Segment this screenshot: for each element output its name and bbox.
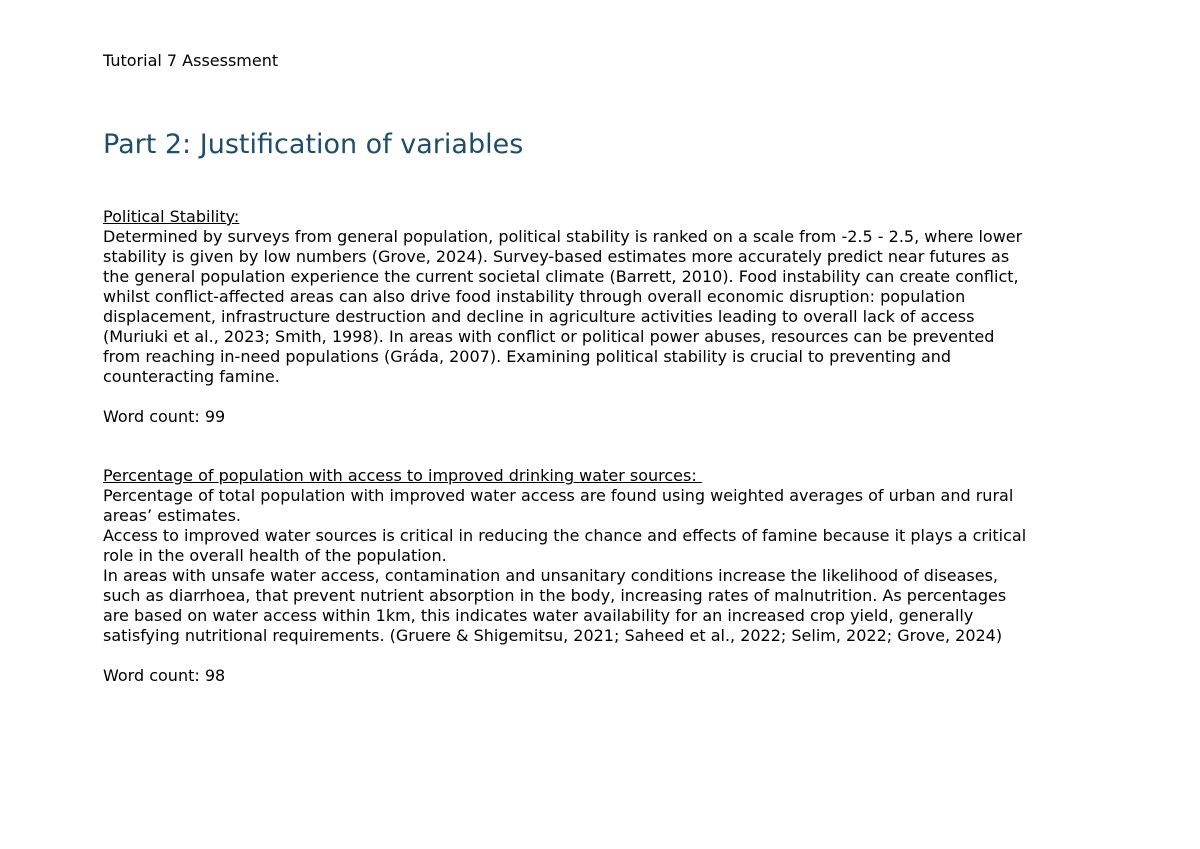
paragraph-line: (Muriuki et al., 2023; Smith, 1998). In areas with conflict or political power abuses, resources can be prevented [103, 327, 995, 346]
blank-line [103, 646, 1103, 666]
paragraph-line: such as diarrhoea, that prevent nutrient absorption in the body, increasing rates of malnutrition. As percentages [103, 586, 1007, 605]
paragraph-line: whilst conflict-affected areas can also drive food instability through overall economic disruption: population [103, 287, 966, 306]
paragraph-line: from reaching in-need populations (Gráda, 2007). Examining political stability is crucial to preventing and [103, 347, 952, 366]
page-title: Part 2: Justification of variables [103, 129, 524, 160]
paragraph-line: are based on water access within 1km, this indicates water availability for an increased crop yield, generally [103, 606, 974, 625]
paragraph-line: displacement, infrastructure destruction and decline in agriculture activities leading to overall lack of access [103, 307, 975, 326]
section-political-stability [103, 207, 1103, 427]
word-count: Word count: 98 [103, 666, 226, 685]
paragraph-line: the general population experience the current societal climate (Barrett, 2010). Food instability can create conflict, [103, 267, 1019, 286]
section-heading: Percentage of population with access to improved drinking water sources: [103, 466, 702, 485]
paragraph-line: areas’ estimates. [103, 506, 242, 525]
paragraph-line: Determined by surveys from general population, political stability is ranked on a scale from -2.5 - 2.5, where lower [103, 227, 1023, 246]
paragraph-line: stability is given by low numbers (Grove, 2024). Survey-based estimates more accurately predict near futures as [103, 247, 1010, 266]
paragraph-line: role in the overall health of the population. [103, 546, 447, 565]
paragraph-line: In areas with unsafe water access, contamination and unsanitary conditions increase the likelihood of diseases, [103, 566, 998, 585]
paragraph-line: satisfying nutritional requirements. (Gruere & Shigemitsu, 2021; Saheed et al., 2022; Selim, 2022; Grove, 2024) [103, 626, 1003, 645]
word-count: Word count: 99 [103, 407, 226, 426]
blank-line [103, 387, 1103, 407]
document-header: Tutorial 7 Assessment [103, 51, 279, 70]
paragraph-line: counteracting famine. [103, 367, 280, 386]
section-heading: Political Stability: [103, 207, 240, 226]
section-water-access [103, 466, 1103, 686]
paragraph-line: Access to improved water sources is critical in reducing the chance and effects of famine because it plays a critical [103, 526, 1027, 545]
paragraph-line: Percentage of total population with improved water access are found using weighted averages of urban and rural [103, 486, 1014, 505]
